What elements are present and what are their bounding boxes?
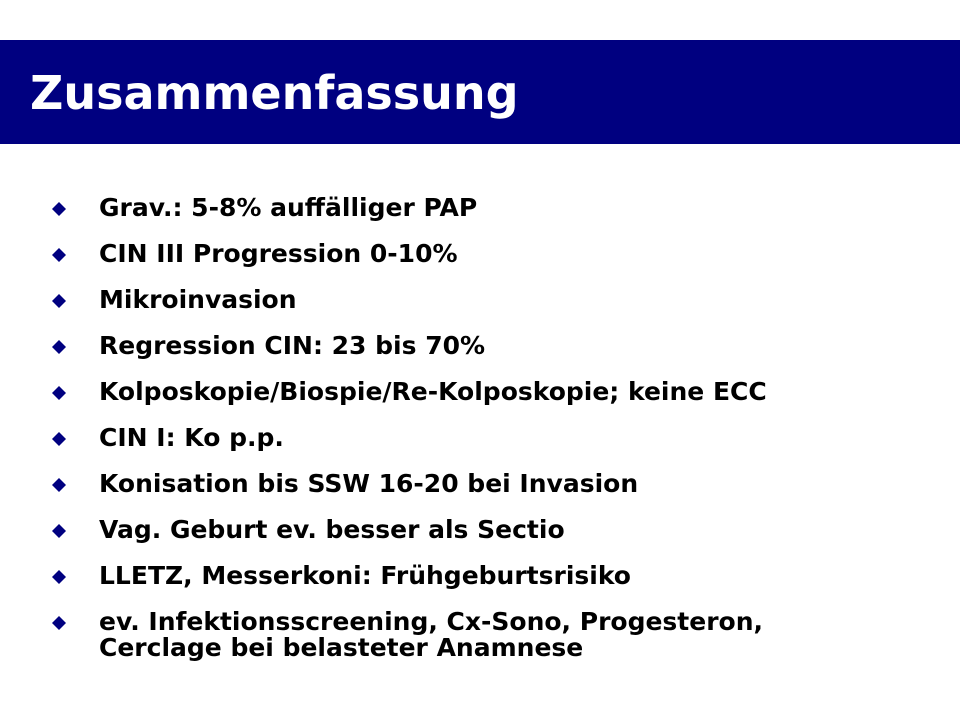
bullet-text: CIN I: Ko p.p. (99, 423, 284, 452)
diamond-bullet-icon (52, 202, 66, 216)
diamond-bullet-icon (52, 478, 66, 492)
diamond-bullet-icon (52, 340, 66, 354)
bullet-text: Konisation bis SSW 16-20 bei Invasion (99, 469, 639, 498)
bullet-text: Mikroinvasion (99, 285, 297, 314)
bullet-text: Vag. Geburt ev. besser als Sectio (99, 515, 565, 544)
diamond-bullet-icon (52, 570, 66, 584)
diamond-bullet-icon (52, 432, 66, 446)
bullet-text: LLETZ, Messerkoni: Frühgeburtsrisiko (99, 561, 631, 590)
diamond-bullet-icon (52, 524, 66, 538)
diamond-bullet-icon (52, 386, 66, 400)
diamond-bullet-icon (52, 294, 66, 308)
bullet-text: ev. Infektionsscreening, Cx-Sono, Progesteron, (99, 607, 764, 636)
slide-title: Zusammenfassung (30, 66, 519, 120)
bullet-text: Grav.: 5-8% auffälliger PAP (99, 193, 478, 222)
bullet-text: CIN III Progression 0-10% (99, 239, 458, 268)
diamond-bullet-icon (52, 248, 66, 262)
diamond-bullet-icon (52, 616, 66, 630)
bullet-text: Regression CIN: 23 bis 70% (99, 331, 486, 360)
bullet-text-continued: Cerclage bei belasteter Anamnese (99, 633, 584, 662)
bullet-text: Kolposkopie/Biospie/Re-Kolposkopie; keine ECC (99, 377, 767, 406)
